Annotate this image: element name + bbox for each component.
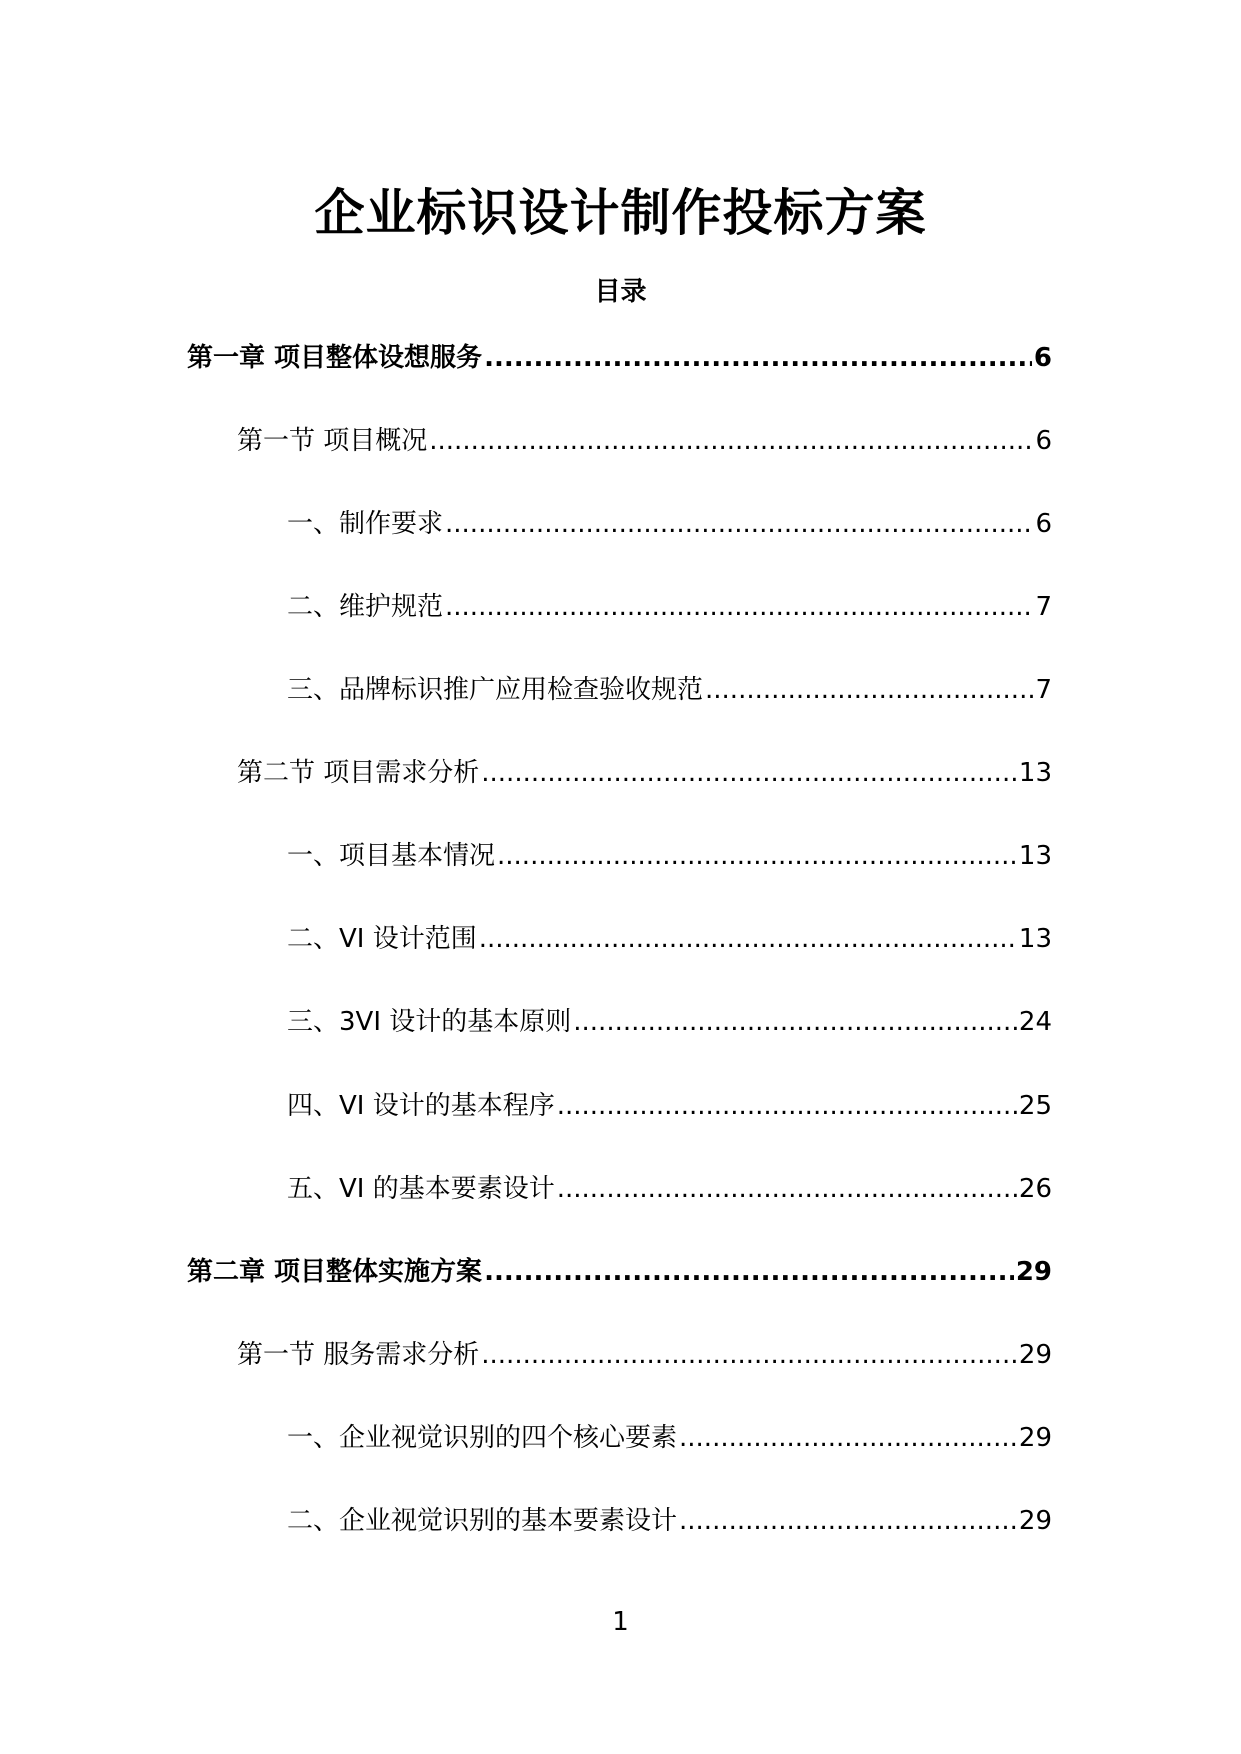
- toc-entry-subsection[interactable]: [287, 1086, 1052, 1126]
- toc-entry-page: 13: [1018, 924, 1052, 954]
- toc-entry-page: 13: [1018, 758, 1052, 788]
- toc-entry-subsection[interactable]: [287, 836, 1052, 876]
- toc-leader-dots: [429, 421, 1033, 461]
- toc-entry-page: 13: [1018, 841, 1052, 871]
- toc-entry-page: 29: [1018, 1423, 1052, 1453]
- toc-entry-subsection[interactable]: [287, 587, 1052, 627]
- toc-leader-dots: [557, 1086, 1017, 1126]
- toc-entry-page: 6: [1035, 426, 1052, 456]
- toc-entry-label: 五、VI 的基本要素设计: [287, 1174, 555, 1204]
- toc-entry-subsection[interactable]: [287, 1169, 1052, 1209]
- toc-entry-label: 二、企业视觉识别的基本要素设计: [287, 1506, 678, 1536]
- toc-leader-dots: [573, 1002, 1017, 1042]
- toc-leader-dots: [557, 1169, 1017, 1209]
- toc-leader-dots: [445, 587, 1033, 627]
- toc-entry-label: 第一节 服务需求分析: [237, 1340, 480, 1370]
- toc-entry-label: 二、维护规范: [287, 592, 444, 622]
- toc-entry-label: 第二章 项目整体实施方案: [187, 1257, 483, 1287]
- toc-leader-dots: [481, 753, 1017, 793]
- toc-leader-dots: [481, 1335, 1017, 1375]
- toc-entry-label: 第二节 项目需求分析: [237, 758, 480, 788]
- toc-entry-page: 7: [1035, 592, 1052, 622]
- toc-entry-section[interactable]: [237, 421, 1052, 461]
- toc-entry-subsection[interactable]: [287, 1418, 1052, 1458]
- toc-leader-dots: [484, 1252, 1014, 1292]
- toc-entry-page: 29: [1015, 1257, 1052, 1287]
- toc-leader-dots: [445, 504, 1033, 544]
- toc-entry-label: 三、3VI 设计的基本原则: [287, 1007, 572, 1037]
- toc-entry-subsection[interactable]: [287, 504, 1052, 544]
- toc-entry-page: 29: [1018, 1506, 1052, 1536]
- toc-entry-page: 29: [1018, 1340, 1052, 1370]
- toc-leader-dots: [479, 919, 1017, 959]
- toc-entry-label: 三、品牌标识推广应用检查验收规范: [287, 675, 704, 705]
- toc-entry-subsection[interactable]: [287, 919, 1052, 959]
- toc-entry-section[interactable]: [237, 1335, 1052, 1375]
- toc-entry-label: 四、VI 设计的基本程序: [287, 1091, 555, 1121]
- toc-entry-subsection[interactable]: [287, 670, 1052, 710]
- toc-entry-page: 26: [1018, 1174, 1052, 1204]
- toc-leader-dots: [484, 338, 1032, 378]
- toc-entry-page: 6: [1033, 343, 1052, 373]
- page-number: 1: [612, 1607, 629, 1637]
- toc-entry-section[interactable]: [237, 753, 1052, 793]
- toc-entry-subsection[interactable]: [287, 1002, 1052, 1042]
- document-title: 企业标识设计制作投标方案: [314, 184, 927, 242]
- toc-entry-label: 第一章 项目整体设想服务: [187, 343, 483, 373]
- toc-leader-dots: [705, 670, 1033, 710]
- toc-entry-label: 第一节 项目概况: [237, 426, 428, 456]
- toc-entry-label: 一、制作要求: [287, 509, 444, 539]
- toc-leader-dots: [679, 1418, 1017, 1458]
- toc-heading: 目录: [594, 277, 647, 307]
- toc-entry-page: 6: [1035, 509, 1052, 539]
- toc-entry-page: 24: [1018, 1007, 1052, 1037]
- toc-entry-page: 25: [1018, 1091, 1052, 1121]
- toc-entry-chapter-2[interactable]: [187, 1252, 1052, 1292]
- toc-leader-dots: [497, 836, 1017, 876]
- toc-entry-chapter-1[interactable]: [187, 338, 1052, 378]
- toc-entry-page: 7: [1035, 675, 1052, 705]
- toc-entry-label: 二、VI 设计范围: [287, 924, 477, 954]
- toc-entry-label: 一、企业视觉识别的四个核心要素: [287, 1423, 678, 1453]
- toc-entry-subsection[interactable]: [287, 1501, 1052, 1541]
- toc-leader-dots: [679, 1501, 1017, 1541]
- toc-entry-label: 一、项目基本情况: [287, 841, 496, 871]
